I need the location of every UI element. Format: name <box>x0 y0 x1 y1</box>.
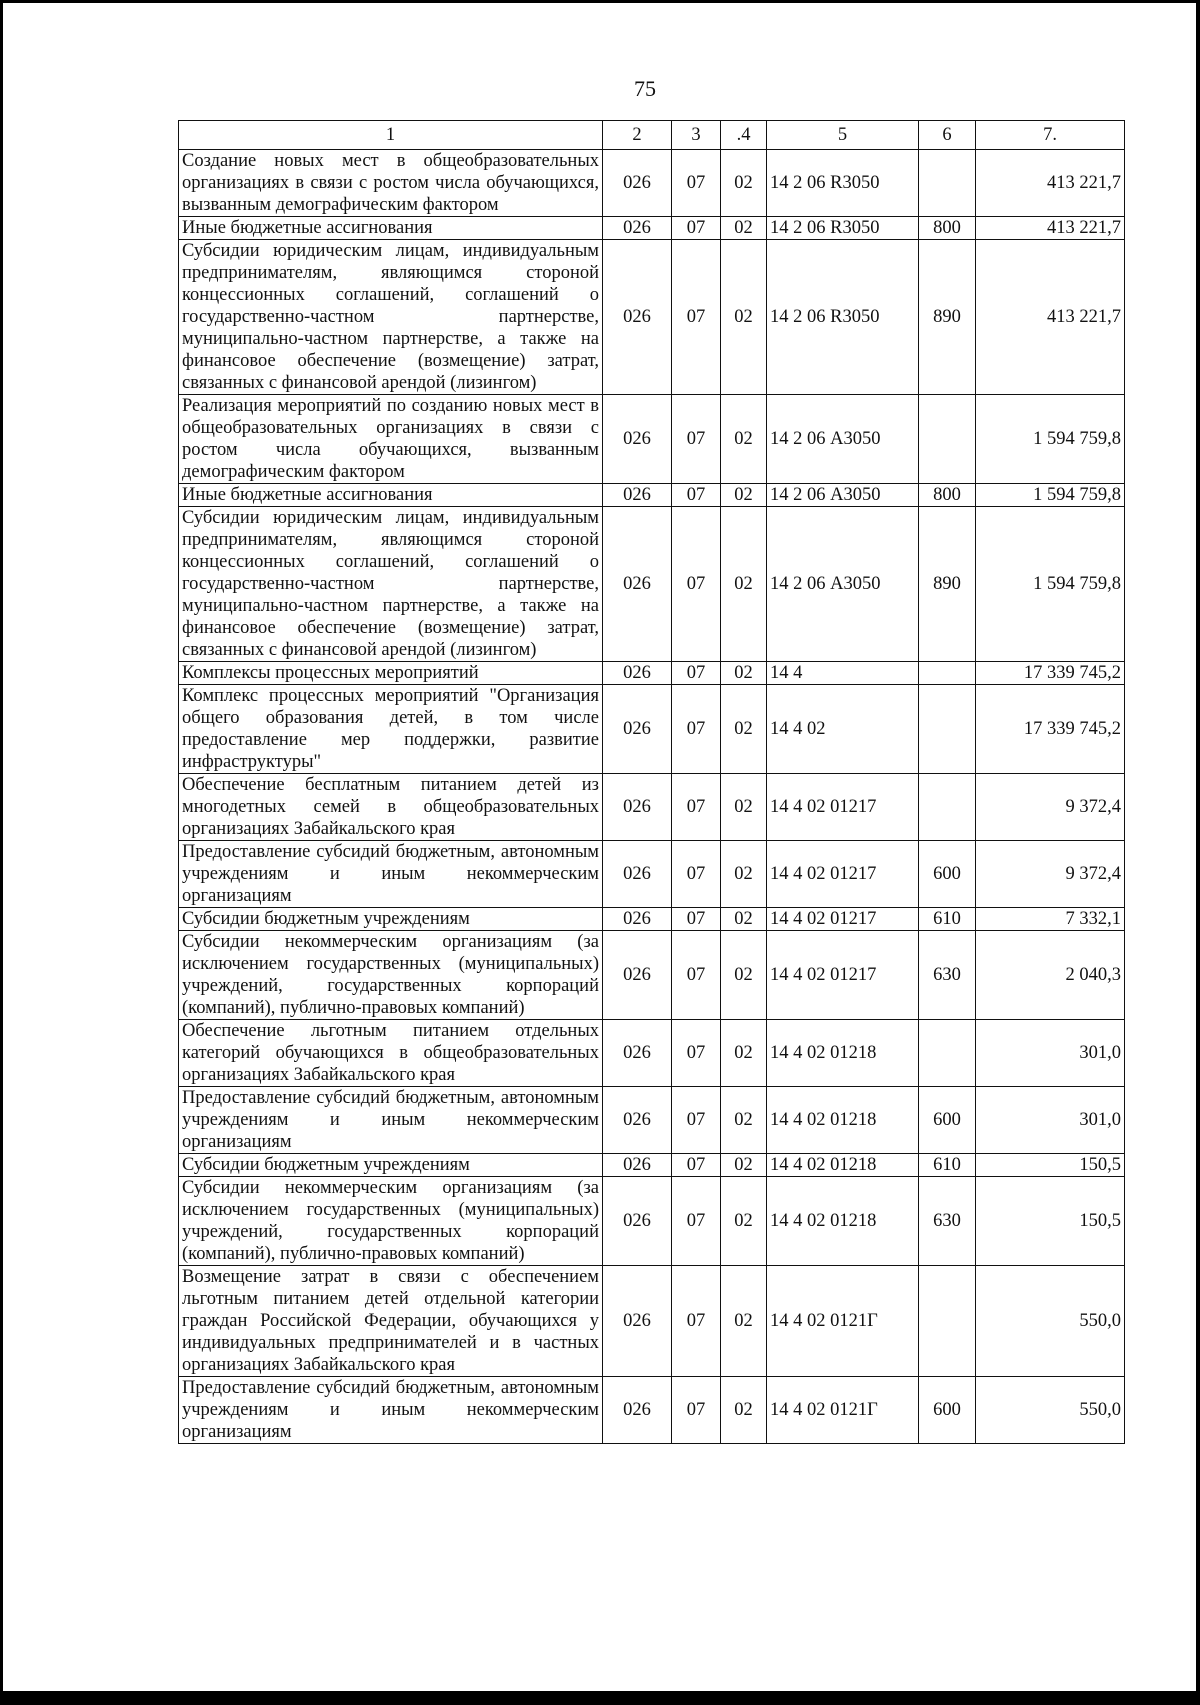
page-number: 75 <box>634 76 656 101</box>
section-code-cell: 07 <box>672 685 721 774</box>
amount-cell: 7 332,1 <box>976 908 1125 931</box>
ministry-code-cell: 026 <box>603 1087 672 1154</box>
amount-cell: 550,0 <box>976 1266 1125 1377</box>
target-article-cell: 14 4 02 01218 <box>767 1020 919 1087</box>
row-name-cell: Субсидии юридическим лицам, индивидуальным предпринимателям, являющимся стороной концессионных соглашений, соглашений о государственно-частном партнерстве, муниципально-частном партнерстве, а также на финансовое обеспечение (возмещение) затрат, связанных с финансовой арендой (лизингом) <box>179 240 603 395</box>
section-code-cell: 07 <box>672 484 721 507</box>
target-article-cell: 14 4 02 0121Г <box>767 1377 919 1444</box>
target-article-cell: 14 4 <box>767 662 919 685</box>
row-name-cell: Субсидии юридическим лицам, индивидуальным предпринимателям, являющимся стороной концессионных соглашений, соглашений о государственно-частном партнерстве, муниципально-частном партнерстве, а также на финансовое обеспечение (возмещение) затрат, связанных с финансовой арендой (лизингом) <box>179 507 603 662</box>
ministry-code-cell: 026 <box>603 1177 672 1266</box>
ministry-code-cell: 026 <box>603 662 672 685</box>
section-code-cell: 07 <box>672 395 721 484</box>
row-name-cell: Обеспечение бесплатным питанием детей из многодетных семей в общеобразовательных организациях Забайкальского края <box>179 774 603 841</box>
table-row <box>179 774 1125 841</box>
expense-type-cell: 890 <box>919 507 976 662</box>
amount-cell: 550,0 <box>976 1377 1125 1444</box>
ministry-code-cell: 026 <box>603 841 672 908</box>
subsection-code-cell: 02 <box>721 685 767 774</box>
column-header: .4 <box>721 121 767 150</box>
table-row <box>179 217 1125 240</box>
row-name-cell: Создание новых мест в общеобразовательных организациях в связи с ростом числа обучающихся, вызванным демографическим фактором <box>179 150 603 217</box>
table-row <box>179 1154 1125 1177</box>
scan-border-right <box>1196 0 1200 1705</box>
expense-type-cell <box>919 1266 976 1377</box>
table-row <box>179 1377 1125 1444</box>
subsection-code-cell: 02 <box>721 931 767 1020</box>
expense-type-cell <box>919 150 976 217</box>
subsection-code-cell: 02 <box>721 395 767 484</box>
expense-type-cell <box>919 662 976 685</box>
section-code-cell: 07 <box>672 1177 721 1266</box>
scan-border-bottom <box>0 1691 1200 1705</box>
table-row <box>179 1266 1125 1377</box>
expense-type-cell: 610 <box>919 1154 976 1177</box>
expense-type-cell: 630 <box>919 1177 976 1266</box>
target-article-cell: 14 4 02 01218 <box>767 1154 919 1177</box>
expense-type-cell: 630 <box>919 931 976 1020</box>
row-name-cell: Реализация мероприятий по созданию новых мест в общеобразовательных организациях в связи с ростом числа обучающихся, вызванным демографическим фактором <box>179 395 603 484</box>
subsection-code-cell: 02 <box>721 1266 767 1377</box>
amount-cell: 1 594 759,8 <box>976 484 1125 507</box>
row-name-cell: Субсидии некоммерческим организациям (за исключением государственных (муниципальных) учреждений, государственных корпораций (компаний), публично-правовых компаний) <box>179 931 603 1020</box>
subsection-code-cell: 02 <box>721 150 767 217</box>
table-row <box>179 1020 1125 1087</box>
section-code-cell: 07 <box>672 1020 721 1087</box>
row-name-cell: Субсидии бюджетным учреждениям <box>179 1154 603 1177</box>
target-article-cell: 14 2 06 R3050 <box>767 240 919 395</box>
row-name-cell: Возмещение затрат в связи с обеспечением льготным питанием детей отдельной категории граждан Российской Федерации, обучающихся у индивидуальных предпринимателей и в частных организациях Забайкальского края <box>179 1266 603 1377</box>
ministry-code-cell: 026 <box>603 150 672 217</box>
table-row <box>179 1087 1125 1154</box>
expense-type-cell: 800 <box>919 484 976 507</box>
table-row <box>179 507 1125 662</box>
subsection-code-cell: 02 <box>721 240 767 395</box>
section-code-cell: 07 <box>672 774 721 841</box>
ministry-code-cell: 026 <box>603 1377 672 1444</box>
subsection-code-cell: 02 <box>721 1154 767 1177</box>
expense-type-cell <box>919 685 976 774</box>
column-header: 1 <box>179 121 603 150</box>
table-header-row <box>179 121 1125 150</box>
amount-cell: 17 339 745,2 <box>976 685 1125 774</box>
subsection-code-cell: 02 <box>721 774 767 841</box>
row-name-cell: Субсидии бюджетным учреждениям <box>179 908 603 931</box>
target-article-cell: 14 4 02 01217 <box>767 931 919 1020</box>
amount-cell: 150,5 <box>976 1177 1125 1266</box>
row-name-cell: Предоставление субсидий бюджетным, автономным учреждениям и иным некоммерческим организациям <box>179 1087 603 1154</box>
section-code-cell: 07 <box>672 240 721 395</box>
table-row <box>179 484 1125 507</box>
table-row <box>179 662 1125 685</box>
column-header: 3 <box>672 121 721 150</box>
ministry-code-cell: 026 <box>603 908 672 931</box>
amount-cell: 150,5 <box>976 1154 1125 1177</box>
target-article-cell: 14 2 06 R3050 <box>767 217 919 240</box>
ministry-code-cell: 026 <box>603 1020 672 1087</box>
target-article-cell: 14 4 02 01217 <box>767 841 919 908</box>
expense-type-cell: 610 <box>919 908 976 931</box>
section-code-cell: 07 <box>672 1266 721 1377</box>
column-header: 6 <box>919 121 976 150</box>
section-code-cell: 07 <box>672 662 721 685</box>
target-article-cell: 14 4 02 01218 <box>767 1177 919 1266</box>
target-article-cell: 14 2 06 R3050 <box>767 150 919 217</box>
row-name-cell: Предоставление субсидий бюджетным, автономным учреждениям и иным некоммерческим организациям <box>179 1377 603 1444</box>
expense-type-cell <box>919 395 976 484</box>
row-name-cell: Обеспечение льготным питанием отдельных категорий обучающихся в общеобразовательных организациях Забайкальского края <box>179 1020 603 1087</box>
target-article-cell: 14 4 02 <box>767 685 919 774</box>
ministry-code-cell: 026 <box>603 1154 672 1177</box>
expense-type-cell <box>919 1020 976 1087</box>
ministry-code-cell: 026 <box>603 1266 672 1377</box>
ministry-code-cell: 026 <box>603 507 672 662</box>
row-name-cell: Субсидии некоммерческим организациям (за исключением государственных (муниципальных) учреждений, государственных корпораций (компаний), публично-правовых компаний) <box>179 1177 603 1266</box>
table-row <box>179 395 1125 484</box>
subsection-code-cell: 02 <box>721 507 767 662</box>
subsection-code-cell: 02 <box>721 484 767 507</box>
row-name-cell: Комплекс процессных мероприятий "Организация общего образования детей, в том числе предоставление мер поддержки, развитие инфраструктуры" <box>179 685 603 774</box>
amount-cell: 17 339 745,2 <box>976 662 1125 685</box>
amount-cell: 9 372,4 <box>976 841 1125 908</box>
subsection-code-cell: 02 <box>721 841 767 908</box>
section-code-cell: 07 <box>672 908 721 931</box>
scan-border-left <box>0 0 3 1705</box>
section-code-cell: 07 <box>672 217 721 240</box>
column-header: 2 <box>603 121 672 150</box>
subsection-code-cell: 02 <box>721 217 767 240</box>
section-code-cell: 07 <box>672 841 721 908</box>
table-row <box>179 685 1125 774</box>
subsection-code-cell: 02 <box>721 1020 767 1087</box>
subsection-code-cell: 02 <box>721 1177 767 1266</box>
target-article-cell: 14 4 02 0121Г <box>767 1266 919 1377</box>
expense-type-cell: 890 <box>919 240 976 395</box>
ministry-code-cell: 026 <box>603 931 672 1020</box>
row-name-cell: Комплексы процессных мероприятий <box>179 662 603 685</box>
scan-border-top <box>0 0 1200 3</box>
ministry-code-cell: 026 <box>603 240 672 395</box>
amount-cell: 1 594 759,8 <box>976 507 1125 662</box>
amount-cell: 2 040,3 <box>976 931 1125 1020</box>
table-row <box>179 150 1125 217</box>
subsection-code-cell: 02 <box>721 908 767 931</box>
expense-type-cell: 600 <box>919 1377 976 1444</box>
amount-cell: 9 372,4 <box>976 774 1125 841</box>
amount-cell: 1 594 759,8 <box>976 395 1125 484</box>
table-row <box>179 240 1125 395</box>
column-header: 5 <box>767 121 919 150</box>
ministry-code-cell: 026 <box>603 484 672 507</box>
target-article-cell: 14 4 02 01218 <box>767 1087 919 1154</box>
section-code-cell: 07 <box>672 150 721 217</box>
amount-cell: 301,0 <box>976 1020 1125 1087</box>
table-row <box>179 908 1125 931</box>
row-name-cell: Иные бюджетные ассигнования <box>179 484 603 507</box>
table-row <box>179 841 1125 908</box>
amount-cell: 413 221,7 <box>976 240 1125 395</box>
column-header: 7. <box>976 121 1125 150</box>
section-code-cell: 07 <box>672 1154 721 1177</box>
row-name-cell: Предоставление субсидий бюджетным, автономным учреждениям и иным некоммерческим организациям <box>179 841 603 908</box>
expense-type-cell <box>919 774 976 841</box>
target-article-cell: 14 2 06 А3050 <box>767 395 919 484</box>
row-name-cell: Иные бюджетные ассигнования <box>179 217 603 240</box>
subsection-code-cell: 02 <box>721 662 767 685</box>
ministry-code-cell: 026 <box>603 395 672 484</box>
subsection-code-cell: 02 <box>721 1087 767 1154</box>
target-article-cell: 14 4 02 01217 <box>767 908 919 931</box>
subsection-code-cell: 02 <box>721 1377 767 1444</box>
expense-type-cell: 800 <box>919 217 976 240</box>
ministry-code-cell: 026 <box>603 217 672 240</box>
table-row <box>179 1177 1125 1266</box>
section-code-cell: 07 <box>672 1377 721 1444</box>
amount-cell: 413 221,7 <box>976 217 1125 240</box>
target-article-cell: 14 2 06 А3050 <box>767 507 919 662</box>
section-code-cell: 07 <box>672 1087 721 1154</box>
table-row <box>179 931 1125 1020</box>
amount-cell: 301,0 <box>976 1087 1125 1154</box>
target-article-cell: 14 4 02 01217 <box>767 774 919 841</box>
amount-cell: 413 221,7 <box>976 150 1125 217</box>
expense-type-cell: 600 <box>919 841 976 908</box>
target-article-cell: 14 2 06 А3050 <box>767 484 919 507</box>
budget-table <box>178 120 1125 1444</box>
expense-type-cell: 600 <box>919 1087 976 1154</box>
ministry-code-cell: 026 <box>603 685 672 774</box>
section-code-cell: 07 <box>672 507 721 662</box>
ministry-code-cell: 026 <box>603 774 672 841</box>
section-code-cell: 07 <box>672 931 721 1020</box>
